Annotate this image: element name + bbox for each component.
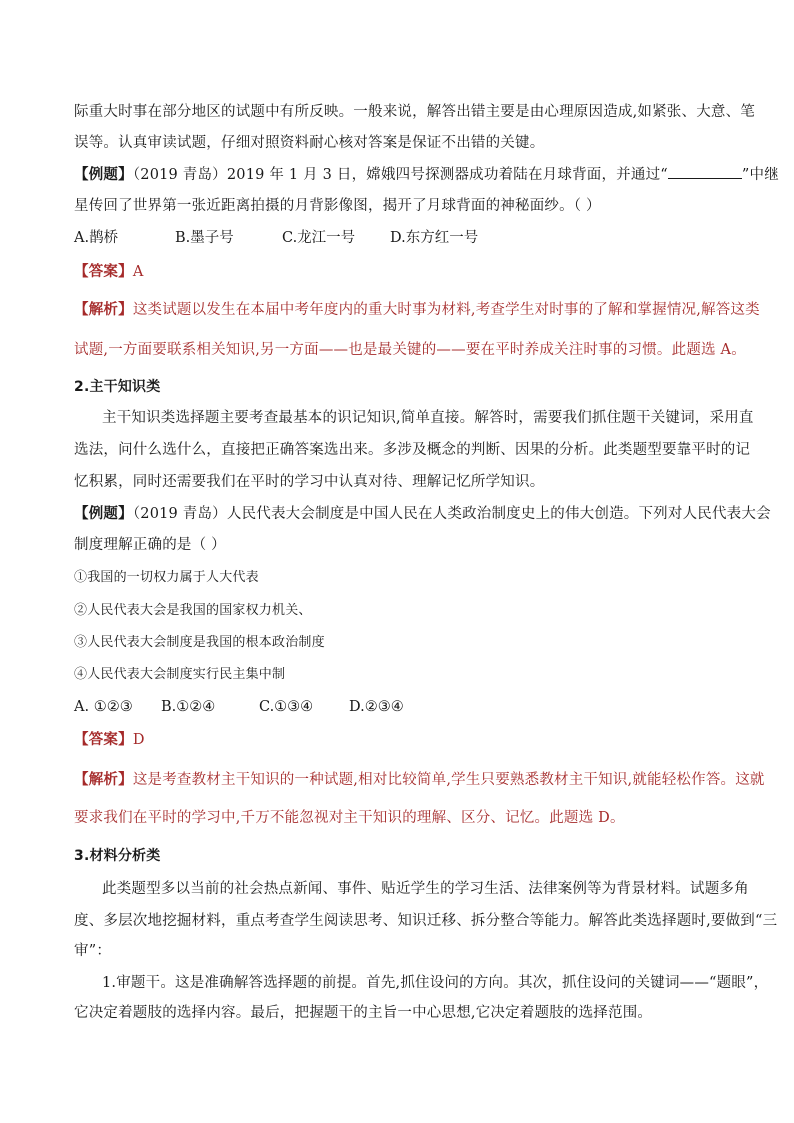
paragraph-line: 度、多层次地挖掘材料，重点考查学生阅读思考、知识迁移、拆分整合等能力。解答此类选择题时,要做到“三 [74, 913, 778, 929]
example-1-analysis-line2: 试题,一方面要联系相关知识,另一方面——也是最关键的——要在平时养成关注时事的习惯。此题选 A。 [74, 342, 746, 358]
option-d: D.②③④ [349, 699, 404, 715]
example-2-analysis-line2: 要求我们在平时的学习中,千万不能忽视对主干知识的理解、区分、记忆。此题选 D。 [74, 810, 625, 826]
paragraph-line: 主干知识类选择题主要考查最基本的识记知识,简单直接。解答时，需要我们抓住题干关键词，采用直 [102, 410, 754, 426]
section-heading: 3.材料分析类 [74, 848, 161, 864]
example-1-stem [74, 164, 779, 185]
example-1-stem-line2: 星传回了世界第一张近距离拍摄的月背影像图，揭开了月球背面的神秘面纱。（ ） [74, 198, 601, 214]
option-c: C.①③④ [259, 699, 314, 715]
analysis-tag: 【解析】 [74, 301, 133, 318]
example-stem-text: （2019 青岛）2019 年 1 月 3 日，嫦娥四号探测器成功着陆在月球背面，并通过“ [132, 167, 668, 183]
paragraph-line: 际重大时事在部分地区的试题中有所反映。一般来说，解答出错主要是由心理原因造成,如紧张、大意、笔 [74, 104, 756, 120]
paragraph-line: 它决定着题肢的选择内容。最后，把握题干的主旨一中心思想,它决定着题肢的选择范围。 [74, 1005, 653, 1021]
example-stem-text-end: ”中继 [741, 167, 779, 183]
answer-value: D [132, 732, 145, 748]
analysis-text: 这是考查教材主干知识的一种试题,相对比较简单,学生只要熟悉教材主干知识,就能轻松作答。这就 [132, 772, 765, 788]
paragraph-line: 选法，问什么选什么，直接把正确答案选出来。多涉及概念的判断、因果的分析。此类题型要靠平时的记 [74, 442, 751, 458]
option-b: B.①②④ [161, 699, 216, 715]
example-tag: 【例题】 [74, 505, 133, 522]
example-1-analysis [74, 300, 760, 320]
paragraph-line: 1.审题干。这是准确解答选择题的前提。首先,抓住设问的方向。其次，抓住设问的关键词——“题眼”， [102, 975, 769, 991]
section-heading: 2.主干知识类 [74, 379, 161, 395]
example-2-stem-line2: 制度理解正确的是（ ） [74, 537, 226, 553]
option-b: B.墨子号 [175, 230, 234, 246]
option-d: D.东方红一号 [390, 230, 479, 246]
paragraph-line: 审”： [74, 943, 112, 959]
example-2-analysis [74, 770, 765, 790]
statement-item: ①我国的一切权力属于人大代表 [74, 570, 259, 585]
paragraph-line: 忆积累，同时还需要我们在平时的学习中认真对待、理解记忆所学知识。 [74, 474, 545, 490]
answer-tag: 【答案】 [74, 263, 133, 280]
paragraph-line: 此类题型多以当前的社会热点新闻、事件、贴近学生的学习生活、法律案例等为背景材料。试题多角 [102, 881, 749, 897]
example-stem-text: （2019 青岛）人民代表大会制度是中国人民在人类政治制度史上的伟大创造。下列对人民代表大会 [132, 506, 771, 522]
statement-item: ④人民代表大会制度实行民主集中制 [74, 667, 286, 682]
option-c: C.龙江一号 [282, 230, 356, 246]
example-2-stem [74, 504, 771, 524]
example-1-answer [74, 262, 724, 282]
analysis-text: 这类试题以发生在本届中考年度内的重大时事为材料,考查学生对时事的了解和掌握情况,解答这类 [132, 302, 760, 318]
example-tag: 【例题】 [74, 166, 133, 183]
option-a: A. ①②③ [74, 699, 133, 715]
option-a: A.鹊桥 [74, 230, 119, 246]
statement-item: ③人民代表大会制度是我国的根本政治制度 [74, 635, 325, 650]
answer-value: A [132, 264, 144, 280]
answer-tag: 【答案】 [74, 731, 133, 748]
paragraph-line: 误等。认真审读试题，仔细对照资料耐心核对答案是保证不出错的关键。 [74, 135, 545, 151]
fill-blank [668, 164, 742, 179]
statement-item: ②人民代表大会是我国的国家权力机关、 [74, 603, 312, 618]
analysis-tag: 【解析】 [74, 771, 133, 788]
example-2-answer [74, 730, 724, 750]
